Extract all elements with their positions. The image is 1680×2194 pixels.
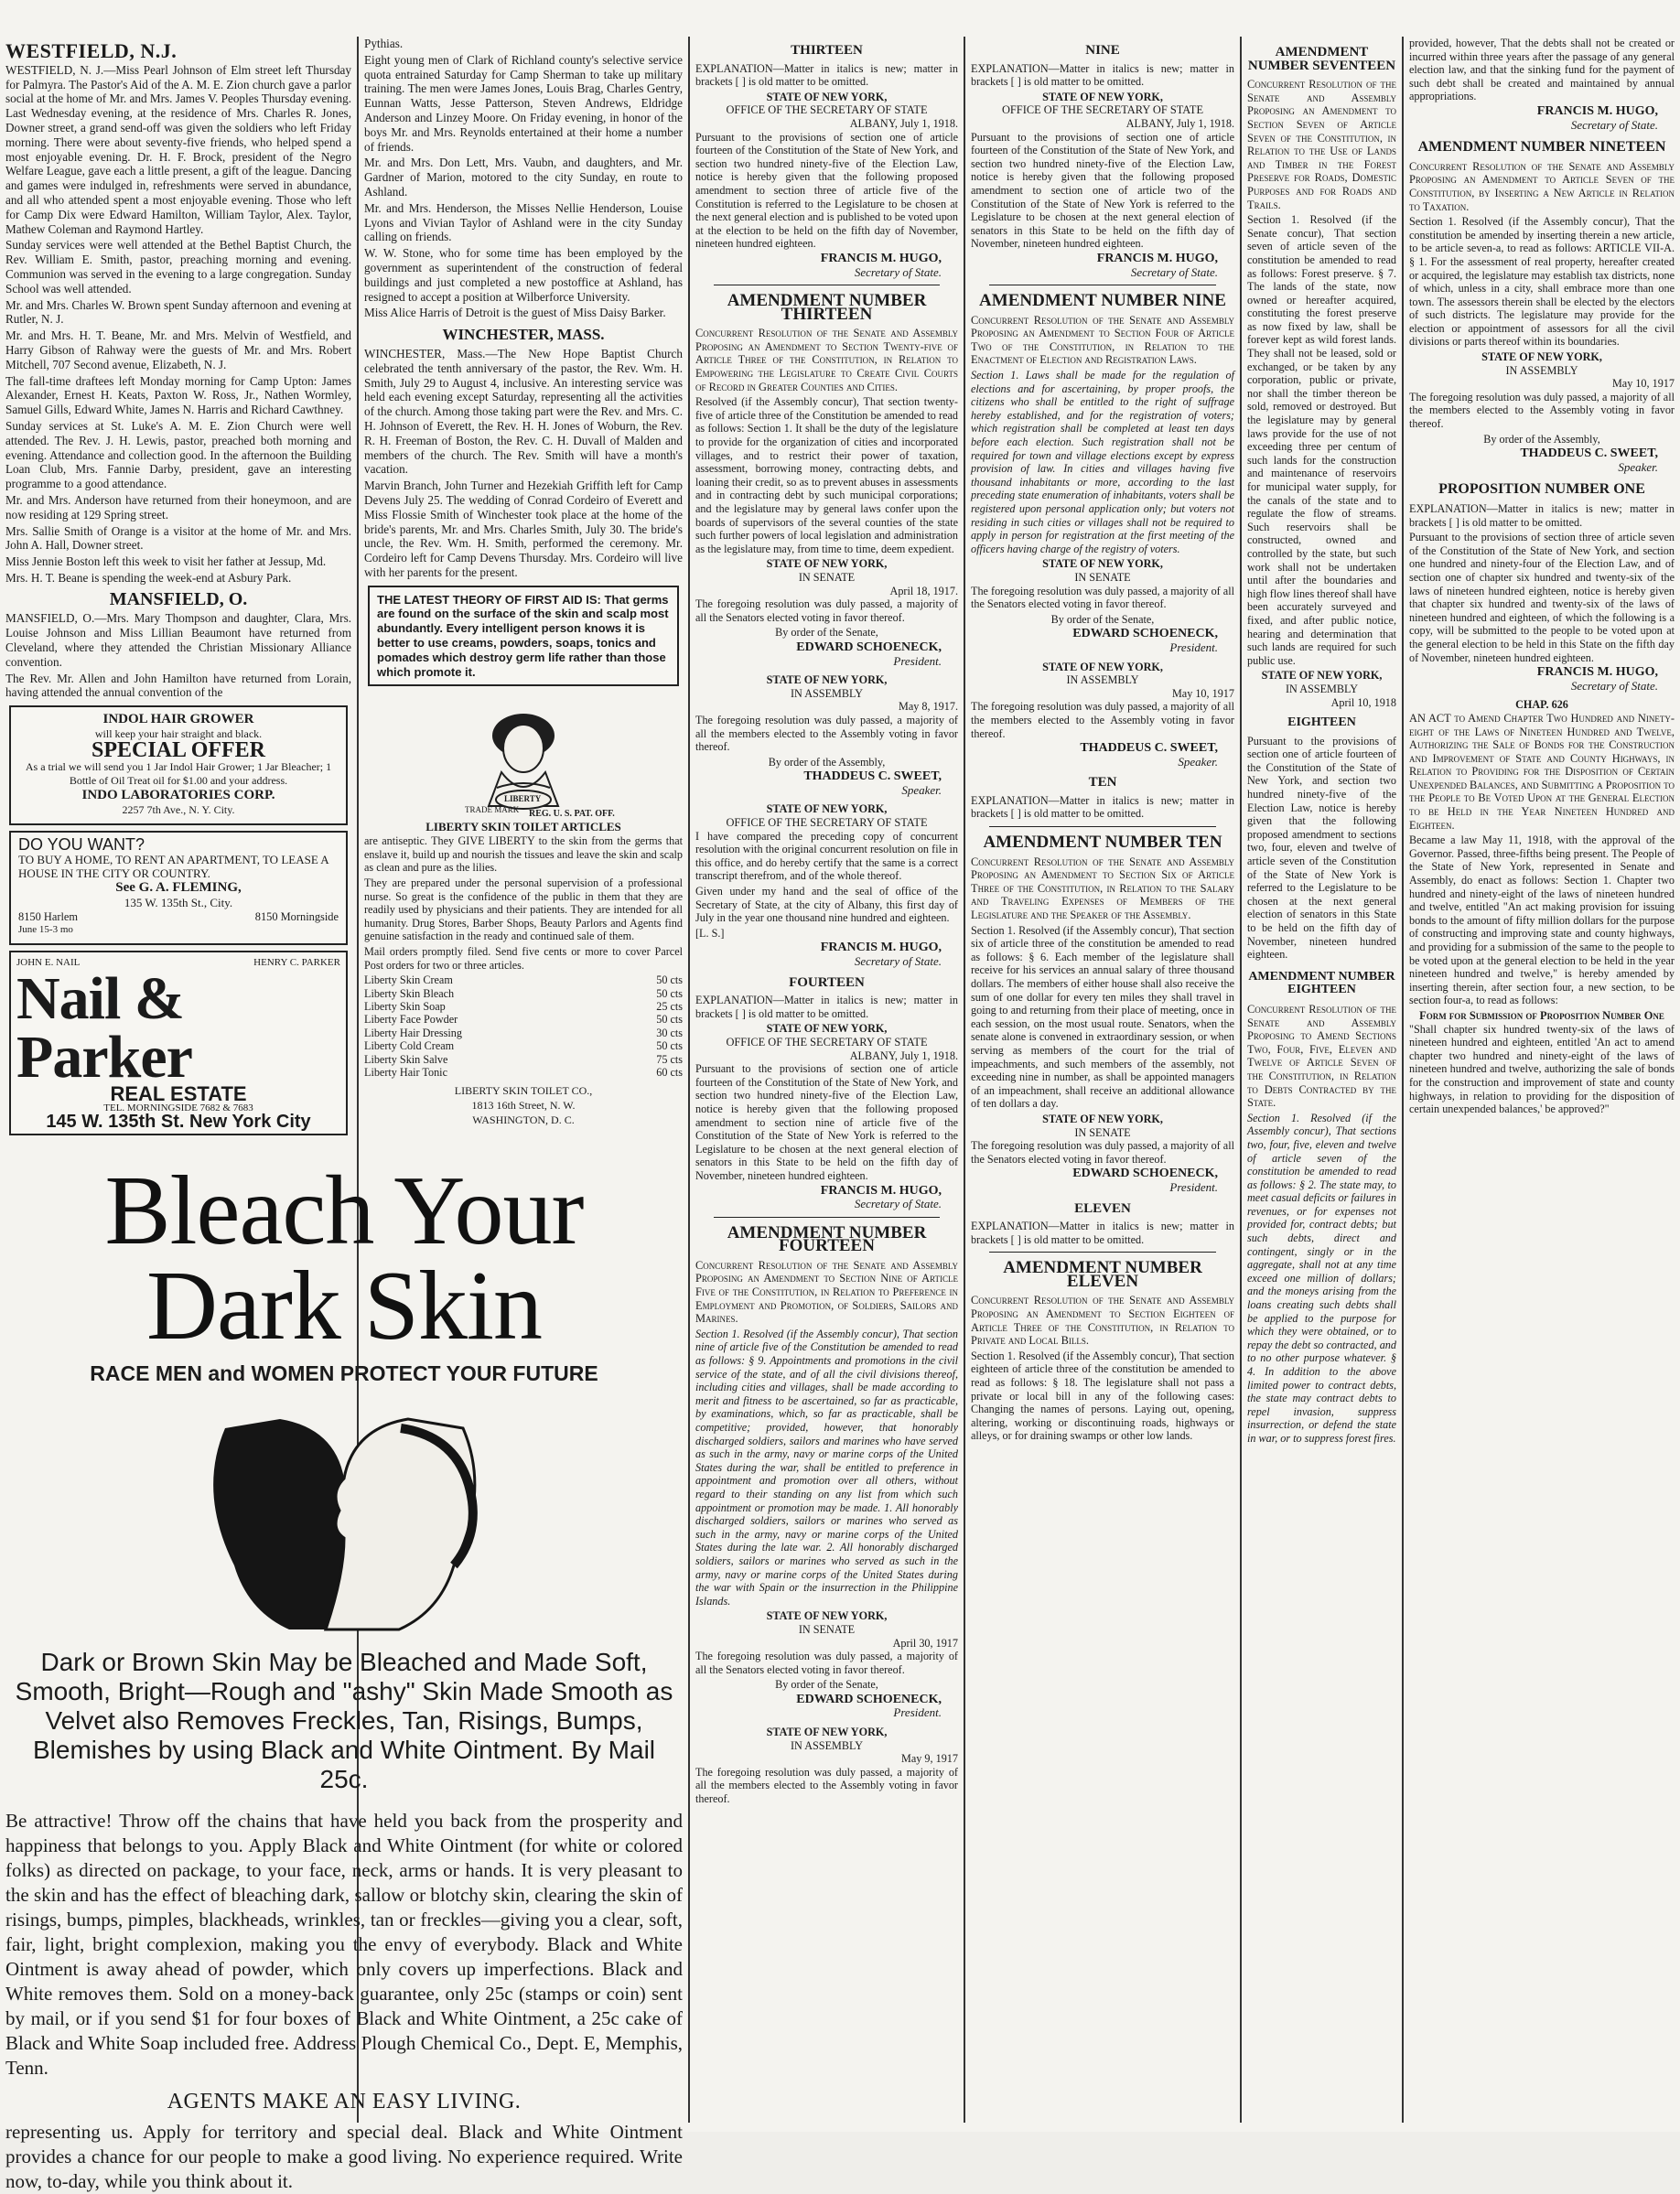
signature-title: Secretary of State.: [1130, 264, 1218, 279]
parker-name: HENRY C. PARKER: [253, 957, 340, 969]
nail-parker-address: 145 W. 135th St. New York City: [46, 1112, 311, 1133]
price-item: Liberty Face Powder: [364, 1013, 458, 1027]
fleming-ad: [9, 831, 348, 945]
amendment-intro: Concurrent Resolution of the Senate and Assembly Proposing an Amendment to Section Four of Article Two of the Constitution, in Relation to the Enactment of Election and Registration Laws.: [971, 313, 1234, 367]
by-order: By order of the Senate,: [775, 626, 878, 640]
assembly-heading: IN ASSEMBLY: [1066, 673, 1139, 687]
price-item: Liberty Skin Bleach: [364, 986, 455, 1000]
signature: EDWARD SCHOENECK,: [796, 1692, 942, 1706]
notice-explanation: EXPLANATION—Matter in italics is new; matter in brackets [ ] is old matter to be omitted.: [971, 1220, 1234, 1246]
amendment-text: Resolved (if the Assembly concur), That section twenty-five of article three of the Constitution be amended to read as follows: Section 1. It shall be the duty of the legislature to provide for the organization of cities and incorporated villages, and to restrict their power of taxation, assessment, borrowing money, contracting debts, and loaning their credit, so as to prevent abuses in assessments and in contracting debt by such municipal corporations; and the legislature may by general laws confer upon the boards of supervisors of the several counties of the state such further powers of local legislation and administration as the legislature may, from time to time, deem expedient.: [695, 395, 958, 555]
price-item: Liberty Skin Cream: [364, 973, 453, 987]
column-rule: [964, 37, 965, 2123]
bleach-body: Be attractive! Throw off the chains that have held you back from the prosperity and happiness that belongs to you. Apply Black and White Ointment (for white or colored folks) as directed on package, to your face, neck, arms or hands. It is very pleasant to the skin and has the effect of bleaching dark, sallow or blotchy skin, clearing the skin of risings, bumps, pimples, blackheads, wrinkles, tan or freckles—giving you a clear, soft, fair, light, bright complexion, making you the envy of everybody. Black and White Ointment is away ahead of powder, which only covers up imperfections. Black and White removes them. Sold on a money-back guarantee, only 25c (stamps or coin) sent by mail, or if you send $1 for four boxes of Black and White Ointment, a 25c cake of Black and White Soap included free. Address Plough Chemical Co., Dept. E, Memphis, Tenn.: [5, 1810, 683, 2079]
chapter-heading: CHAP. 626: [1515, 698, 1568, 712]
notice-date: May 8, 1917.: [899, 700, 958, 714]
notice-date: April 18, 1917.: [889, 584, 958, 597]
column-4: [971, 37, 1234, 2123]
column-1: [5, 37, 351, 1153]
notice-heading: ELEVEN: [1074, 1200, 1131, 1216]
nail-parker-ad: [9, 951, 348, 1135]
fleming-address: 135 W. 135th St., City.: [124, 896, 233, 910]
price-item: Liberty Skin Soap: [364, 1000, 446, 1014]
mansfield-heading: MANSFIELD, O.: [109, 588, 248, 609]
notice-date: May 9, 1917: [901, 1752, 958, 1766]
bleach-ad: [5, 1156, 683, 2192]
price-item: Liberty Hair Tonic: [364, 1066, 447, 1080]
price-row: [364, 1039, 683, 1052]
state-heading: STATE OF NEW YORK,: [766, 1726, 888, 1739]
senate-passage: The foregoing resolution was duly passed, a majority of all the Senators elected voting in favor thereof.: [971, 584, 1234, 611]
amendment-intro: Concurrent Resolution of the Senate and Assembly Proposing an Amendment to Section Seven of Article Seven of the Constitution, in Relation to the Use of Lands and Timber in the Forest Preserve for Roads, Domestic Purposes and for Roads and Trails.: [1247, 78, 1396, 211]
state-heading: STATE OF NEW YORK,: [766, 802, 888, 816]
mansfield-news: MANSFIELD, O.—Mrs. Mary Thompson and daughter, Clara, Mrs. Louise Johnson and Miss Lillian Beaumont have returned from Cleveland, where they attended the Christian Missionary Alliance convention.: [5, 611, 351, 669]
column-rule: [688, 37, 690, 2123]
notice-date: ALBANY, July 1, 1918.: [849, 1049, 958, 1062]
office-heading: OFFICE OF THE SECRETARY OF STATE: [1001, 103, 1204, 117]
price-row: [364, 973, 683, 986]
by-order: By order of the Assembly,: [1483, 432, 1600, 446]
assembly-heading: IN ASSEMBLY: [790, 686, 864, 700]
news-text: Pythias.: [364, 37, 404, 50]
notice-text: Pursuant to the provisions of section one of article fourteen of the Constitution of the State of New York, and section two hundred ninety-five of the Election Law, notice is hereby given that the following proposed amendment to section one of article two of the Constitution of the State of New York is referred to the Legislature to be chosen at the next general election of senators in this State to be held on the fifth day of November, nineteen hundred eighteen.: [971, 130, 1234, 251]
mansfield-news: The Rev. Mr. Allen and John Hamilton have returned from Lorain, having attended the annual convention of the: [5, 671, 351, 700]
signature-title: President.: [893, 653, 942, 668]
proposition-text: Pursuant to the provisions of section three of article seven of the Constitution of the State of New York, and section one hundred and ninety-four of the Election Law, and of section one of chapter six hundred and twenty-six of the laws of nineteen hundred eighteen, notice is hereby given that chapter six hundred and twenty-six of the laws of nineteen hundred and eighteen, of which the following is a copy, will be submitted to the people to be voted upon at the general election to be held in this State on the fifth day of November, nineteen hundred eighteen.: [1409, 531, 1675, 664]
westfield-news: Mr. and Mrs. Anderson have returned from their honeymoon, and are now residing at 129 Spring street.: [5, 492, 351, 522]
signature: FRANCIS M. HUGO,: [1096, 251, 1218, 265]
assembly-passage: The foregoing resolution was duly passed, a majority of all the members elected to the Assembly voting in favor thereof.: [695, 713, 958, 754]
notice-heading: FOURTEEN: [789, 974, 865, 990]
amendment-text: Section 1. Resolved (if the Assembly concur), That section eighteen of article three of the constitution be amended to read as follows: § 18. The legislature shall not pass a private or local bill in any of the following cases: Changing the names of persons. Laying out, opening, altering, working or discontinuing roads, highways or alleys, or for draining swamps or other low lands.: [971, 1349, 1234, 1443]
liberty-trademark: [364, 692, 683, 820]
fleming-text: TO BUY A HOME, TO RENT AN APARTMENT, TO LEASE A HOUSE IN THE CITY OR COUNTRY.: [18, 852, 328, 881]
amendment-heading: AMENDMENT NUMBER NINETEEN: [1417, 139, 1666, 156]
state-heading: STATE OF NEW YORK,: [766, 673, 888, 687]
certification-text: Given under my hand and the seal of office of the Secretary of State, at the city of Albany, this first day of July in the year one thousand nine hundred and eighteen.: [695, 885, 958, 925]
liberty-address: WASHINGTON, D. C.: [472, 1113, 575, 1127]
notice-heading: NINE: [1085, 43, 1120, 58]
liberty-text: are antiseptic. They GIVE LIBERTY to the skin from the germs that enslave it, build up and nourish the tissues and leave the skin and scalp as clean and pure as the lilies.: [364, 834, 683, 875]
bleach-lead: Dark or Brown Skin May be Bleached and Made Soft, Smooth, Bright—Rough and "ashy" Skin Made Smooth as Velvet also Removes Freckles, Tan, Risings, Bumps, Blemishes by using Black and White Ointment. By Mail 25c.: [15, 1648, 673, 1793]
amendment-heading: AMENDMENT NUMBER FOURTEEN: [727, 1222, 927, 1256]
assembly-passage: The foregoing resolution was duly passed, a majority of all the members elected to the Assembly voting in favor thereof.: [971, 700, 1234, 740]
price-value: 60 cts: [656, 1066, 683, 1080]
signature-title: Secretary of State.: [854, 264, 942, 279]
price-value: 50 cts: [656, 973, 683, 987]
chapter-text: Became a law May 11, 1918, with the approval of the Governor. Passed, three-fifths being present. The People of the State of New York, represented in Senate and Assembly, do enact as follows: Section 1. Chapter two hundred and ninety-eight of the laws of nineteen hundred and twelve, entitled "An act making provision for issuing bonds to the amount of fifty million dollars for the purpose of constructing and improving state and county highways, and providing for a submission of the same to the people to be voted upon at the general election to be held in the year nineteen hundred and twelve," is hereby amended by inserting therein, after section four, a new section, to be section four-a, to read as follows:: [1409, 834, 1675, 1007]
notice-heading: TEN: [1088, 775, 1117, 790]
liberty-badge: LIBERTY: [504, 794, 542, 804]
notice-date: May 10, 1917: [1611, 377, 1675, 391]
signature: FRANCIS M. HUGO,: [1536, 665, 1658, 680]
bleach-title: Dark Skin: [146, 1252, 542, 1360]
winchester-heading: WINCHESTER, MASS.: [442, 326, 605, 344]
office-heading: OFFICE OF THE SECRETARY OF STATE: [726, 1035, 928, 1049]
westfield-news: Sunday services were well attended at the Bethel Baptist Church, the Rev. William E. Smith, pastor, preaching morning and evening. Communion was served in the evening to a large congregation. Sunday School was well attended.: [5, 238, 351, 296]
indol-company: INDO LABORATORIES CORP.: [81, 788, 275, 803]
amendment-heading: AMENDMENT NUMBER NINE: [979, 291, 1226, 311]
amendment-intro: Concurrent Resolution of the Senate and Assembly Proposing an Amendment to Section Six of Article Three of the Constitution, in Relation to the Salary and Traveling Expenses of Members of the Legislature and the Speaker of the Assembly.: [971, 855, 1234, 922]
westfield-news: Mr. and Mrs. Charles W. Brown spent Sunday afternoon and evening at Rutler, N. J.: [5, 297, 351, 327]
senate-heading: IN SENATE: [1074, 1125, 1131, 1139]
senate-heading: IN SENATE: [1074, 570, 1131, 584]
fleming-phone: 8150 Harlem: [18, 909, 79, 923]
news-text: Miss Alice Harris of Detroit is the guest of Miss Daisy Barker.: [364, 306, 666, 320]
price-row: [364, 1000, 683, 1013]
amendment-intro: Concurrent Resolution of the Senate and Assembly Proposing an Amendment to Section Twenty-five of Article Three of the Constitution, in Relation to Empowering the Legislature to Create Civil Courts of Record in Greater Counties and Cities.: [695, 327, 958, 393]
state-heading: STATE OF NEW YORK,: [1042, 557, 1163, 571]
westfield-news: Mr. and Mrs. H. T. Beane, Mr. and Mrs. Melvin of Westfield, and Harry Gibson of Rahway were the guests of Mr. and Mrs. Robert Mitchell, 707 Second avenue, Elizabeth, N. J.: [5, 328, 351, 371]
amendment-intro: Concurrent Resolution of the Senate and Assembly Proposing an Amendment to Article Seven of the Constitution, by Inserting a New Article in Relation to Taxation.: [1409, 159, 1675, 213]
nail-parker-subtitle: REAL ESTATE: [110, 1081, 247, 1105]
faces-illustration: [5, 1392, 683, 1648]
price-row: [364, 1013, 683, 1026]
state-heading: STATE OF NEW YORK,: [1481, 350, 1602, 364]
amendment-text: Section 1. Resolved (if the Assembly concur), That the constitution be amended by inserting therein a new article, to be article seven-a, to read as follows: ARTICLE VII-A. § 1. For the assessment of real property, hereafter created or acquired, the legislature may establish tax districts, none of which, unless in a city, shall embrace more than one town. The assessors therein shall be elected by the electors of such districts. The legislature may provide for the election or appointment of assessors for all the civil divisions or parts thereof within its boundaries.: [1409, 215, 1675, 349]
seal-mark: [L. S.]: [695, 926, 725, 940]
price-row: [364, 1027, 683, 1039]
signature: FRANCIS M. HUGO,: [820, 251, 942, 265]
proposition-heading: PROPOSITION NUMBER ONE: [1438, 481, 1645, 498]
notice-explanation: EXPLANATION—Matter in italics is new; matter in brackets [ ] is old matter to be omitted.: [1409, 502, 1675, 529]
price-value: 30 cts: [656, 1026, 683, 1039]
state-heading: STATE OF NEW YORK,: [766, 1022, 888, 1036]
notice-text: Pursuant to the provisions of section one of article fourteen of the Constitution of the State of New York, and section two hundred ninety-five of the Election Law, notice is hereby given that the following proposed amendment to section nine of article five of the Constitution of the State of New York is referred to the Legislature to be chosen at the next general election of senators in this State to be held on the fifth day of November, nineteen hundred eighteen.: [695, 1062, 958, 1182]
nail-name: JOHN E. NAIL: [16, 957, 81, 969]
amendment-text: Section 1. Resolved (if the Assembly concur), That section nine of article five of the Constitution be amended to read as follows: § 9. Appointments and promotions in the civil service of the state, and of all the civil divisions thereof, including cities and villages, shall be made according to merit and fitness to be ascertained, so far as practicable, by examinations, which, so far as practicable, shall be competitive; provided, however, that honorably discharged soldiers, sailors and marines who have served as such in the army, navy or marine corps of the United States during the war, shall be entitled to preference in appointment and promotion over all others, without regard to their standing on any list from which such appointment or promotion may be made. 1. All honorably discharged soldiers, sailors or marines who served as such in the army, navy or marine corps of the United States during the late war. 2. All honorably discharged soldiers, sailors or marines who served as such in the army, navy or marine corps of the United States during the war with Spain or the insurrection in the Philippine Islands.: [695, 1327, 958, 1608]
bleach-subtitle: RACE MEN and WOMEN PROTECT YOUR FUTURE: [90, 1361, 598, 1385]
state-heading: STATE OF NEW YORK,: [766, 557, 888, 571]
amendment-intro: Concurrent Resolution of the Senate and Assembly Proposing an Amendment to Section Nine of Article Five of the Constitution, in Relation to Preference in Employment and Promotion, of Soldiers, Sailors and Marines.: [695, 1258, 958, 1326]
senate-heading: IN SENATE: [798, 1622, 856, 1636]
notice-heading: EIGHTEEN: [1287, 715, 1356, 730]
notice-date: ALBANY, July 1, 1918.: [1125, 116, 1234, 130]
signature: THADDEUS C. SWEET,: [1080, 741, 1218, 756]
amendment-heading: AMENDMENT NUMBER ELEVEN: [1003, 1258, 1202, 1291]
form-text: "Shall chapter six hundred twenty-six of the laws of nineteen hundred and eighteen, entitled 'An act to amend chapter two hundred and ninety-eight of the laws of nineteen hundred and twelve, authorizing the sale of bonds for the construction and improvement of state and county highways, in relation to providing for the disposition of certain unexpended balances,' be approved?": [1409, 1022, 1675, 1116]
indol-address: 2257 7th Ave., N. Y. City.: [122, 803, 235, 817]
notice-text: Pursuant to the provisions of section one of article fourteen of the Constitution of the State of New York, and section two hundred ninety-five of the Election Law, notice is hereby given that the following proposed amendment to section three of article five of the Constitution is referred to the Legislature to be chosen at the next general election and is published to be voted upon at the election to be held on the fifth day of November, nineteen hundred eighteen.: [695, 130, 958, 251]
notice-text: Pursuant to the provisions of section one of article fourteen of the Constitution of the State of New York, and section two hundred ninety-five of the Election Law, notice is hereby given that the following proposed amendment to sections two, four, eleven and twelve of article seven of the Constitution of the State of New York is referred to the Legislature to be chosen at the next general election of senators in this State to be held on the fifth day of November, nineteen hundred eighteen.: [1247, 734, 1396, 962]
signature: THADDEUS C. SWEET,: [1520, 446, 1658, 461]
indol-title: INDOL HAIR GROWER: [102, 712, 254, 727]
agents-heading: AGENTS MAKE AN EASY LIVING.: [167, 2090, 522, 2113]
column-6: [1409, 37, 1675, 2123]
certification-text: I have compared the preceding copy of concurrent resolution with the original concurrent resolution on file in this office, and do hereby certify that the same is a correct transcript therefrom, and of the whole thereof.: [695, 829, 958, 883]
column-3: [695, 37, 958, 2123]
nail-parker-phone: TEL. MORNINGSIDE 7682 & 7683: [103, 1102, 253, 1113]
senate-heading: IN SENATE: [798, 570, 856, 584]
signature-title: Secretary of State.: [854, 954, 942, 968]
price-value: 25 cts: [656, 1000, 683, 1014]
notice-date: ALBANY, July 1, 1918.: [849, 116, 958, 130]
signature-title: President.: [1169, 640, 1218, 654]
column-rule: [1402, 37, 1404, 2123]
signature-title: Speaker.: [1178, 754, 1218, 769]
assembly-heading: IN ASSEMBLY: [1505, 363, 1578, 377]
westfield-news: WESTFIELD, N. J.—Miss Pearl Johnson of Elm street left Thursday for Palmyra. The Pastor's Aid of the A. M. E. Zion church gave a parlor social at the home of Mr. and Mrs. James V. Peoples Thursday evening. Last Wednesday evening, at the residence of Mrs. Charles R. Jones, Downer street, a grand send-off was given the soldiers who left Friday morning. There were about seventy-five friends, who helped spend a most enjoyable evening. Dr. H. F. Brock, president of the Negro Welfare League, gave each a little present, a gift of the league. Dancing and games were indulged in, refreshments were served in abundance, and all who attended spent a most enjoyable evening. Those who left for Camp Dix were Edward Hamilton, William Taylor, Alex. Taylor, Mathew Coleman and Raymond Hartley.: [5, 62, 351, 236]
senate-passage: The foregoing resolution was duly passed, a majority of all the Senators elected voting in favor thereof.: [695, 1650, 958, 1676]
assembly-heading: IN ASSEMBLY: [1285, 682, 1359, 695]
news-text: Eight young men of Clark of Richland county's selective service quota entrained Saturday for Camp Sherman to take up military training. The men were James Jones, Louis Brag, Charles Gentry, Eunnan Watts, Jesse Patterson, Steven Andrews, Eldridge Anderson and Linzey Moore. On Friday evening, in honor of the boys Mr. and Mrs. Reynolds entertained at their home a number of friends.: [364, 52, 683, 154]
fleming-title: DO YOU WANT?: [18, 834, 145, 854]
notice-date: May 10, 1917: [1171, 686, 1234, 700]
state-heading: STATE OF NEW YORK,: [1042, 1112, 1163, 1125]
nail-parker-title: Nail & Parker: [16, 964, 192, 1091]
amendment-heading: AMENDMENT NUMBER EIGHTEEN: [1248, 969, 1395, 997]
signature-title: Speaker.: [901, 782, 942, 797]
notice-explanation: EXPLANATION—Matter in italics is new; matter in brackets [ ] is old matter to be omitted.: [695, 61, 958, 89]
signature-title: President.: [893, 1705, 942, 1720]
by-order: By order of the Senate,: [1050, 612, 1155, 626]
amendment-heading: AMENDMENT NUMBER SEVENTEEN: [1247, 45, 1396, 73]
assembly-passage: The foregoing resolution was duly passed, a majority of all the members elected to the Assembly voting in favor thereof.: [695, 1765, 958, 1806]
price-row: [364, 1053, 683, 1066]
signature: THADDEUS C. SWEET,: [803, 769, 942, 784]
notice-explanation: EXPLANATION—Matter in italics is new; matter in brackets [ ] is old matter to be omitted.: [971, 61, 1234, 89]
indol-text: As a trial we will send you 1 Jar Indol Hair Grower; 1 Jar Bleacher; 1 Bottle of Oil Treat oil for $1.00 and your address.: [25, 759, 332, 788]
assembly-passage: The foregoing resolution was duly passed, a majority of all the members elected to the Assembly voting in favor thereof.: [1409, 390, 1675, 431]
senate-passage: The foregoing resolution was duly passed, a majority of all the Senators elected voting in favor thereof.: [695, 597, 958, 624]
notice-text: provided, however, That the debts shall not be created or incurred within three years after the passage of any general election law, and that the sinking fund for the payment of such debt shall be created and maintained by annual appropriations.: [1409, 37, 1675, 103]
amendment-text: Section 1. Resolved (if the Assembly concur), That sections two, four, five, eleven and twelve of article seven of the constitution be amended to read as follows: § 2. The state may, to meet casual deficits or failures in revenues, or for expenses not provided for, contract debts; but such debts, direct and contingent, singly or in the aggregate, shall not at any time exceed one million of dollars; and the moneys arising from the loans creating such debts shall be applied to the purpose for which they were obtained, or to repay the debt so contracted, and to no other purpose whatever. § 4. In addition to the above limited power to contract debts, the state may contract debts to repel invasion, suppress insurrection, or defend the state in war, or to suppress forest fires.: [1247, 1111, 1396, 1445]
notice-heading: THIRTEEN: [791, 43, 863, 58]
signature-title: President.: [1169, 1179, 1218, 1194]
price-value: 75 cts: [656, 1052, 683, 1066]
price-item: Liberty Hair Dressing: [364, 1026, 462, 1039]
westfield-news: Mrs. Sallie Smith of Orange is a visitor at the home of Mr. and Mrs. John A. Hall, Downer street.: [5, 523, 351, 553]
amendment-heading: AMENDMENT NUMBER THIRTEEN: [727, 291, 927, 324]
news-text: W. W. Stone, who for some time has been employed by the government as superintendent of the construction of federal buildings and just completed a new postoffice at Ashland, has resigned to accept a position at Wilberforce University.: [364, 246, 683, 304]
price-row: [364, 987, 683, 1000]
state-heading: STATE OF NEW YORK,: [1042, 90, 1163, 103]
signature: EDWARD SCHOENECK,: [1072, 627, 1218, 641]
first-aid-box: THE LATEST THEORY OF FIRST AID IS: That germs are found on the surface of the skin and scalp most abundantly. Every intelligent person knows it is better to use creams, powders, soaps, tonics and pomades which destroy germ life rather than those which promote it.: [368, 586, 679, 687]
liberty-text: They are prepared under the personal supervision of a professional nurse. So great is the confidence of the public in them that they are readily used by physicians and their patients. They are intended for all humanity. Drug Stores, Barber Shops, Beauty Parlors and Agents find genuine satisfaction in the ready and continued sale of them.: [364, 877, 683, 943]
signature: FRANCIS M. HUGO,: [1536, 103, 1658, 118]
state-heading: STATE OF NEW YORK,: [766, 90, 888, 103]
news-text: Mr. and Mrs. Don Lett, Mrs. Vaubn, and daughters, and Mr. Gardner of Marion, motored to the city Sunday, en route to Ashland.: [364, 156, 683, 199]
state-heading: STATE OF NEW YORK,: [1042, 660, 1163, 673]
price-value: 50 cts: [656, 986, 683, 1000]
signature: EDWARD SCHOENECK,: [796, 640, 942, 654]
state-heading: STATE OF NEW YORK,: [766, 1609, 888, 1623]
amendment-intro: Concurrent Resolution of the Senate and Assembly Proposing to Amend Sections Two, Four, Five, Eleven and Twelve of Article Seven of the Constitution, in Relation to Debts Contracted by the State.: [1247, 1002, 1396, 1110]
signature: FRANCIS M. HUGO,: [820, 941, 942, 955]
indol-subtitle: will keep your hair straight and black.: [94, 727, 263, 741]
westfield-news: Miss Jennie Boston left this week to visit her father at Jessup, Md.: [5, 554, 327, 569]
assembly-heading: IN ASSEMBLY: [790, 1738, 864, 1752]
state-heading: STATE OF NEW YORK,: [1261, 669, 1383, 683]
agents-text: representing us. Apply for territory and special deal. Black and White Ointment provides a chance for our people to make a good living. No experience required. Write now, to-day, while you think about it.: [5, 2121, 683, 2192]
indol-ad: [9, 705, 348, 825]
fleming-date: June 15-3 mo: [18, 924, 73, 936]
price-value: 50 cts: [656, 1039, 683, 1053]
liberty-text: Mail orders promptly filed. Send five cents or more to cover Parcel Post orders for two or three articles.: [364, 945, 683, 972]
column-5: [1247, 37, 1396, 2123]
indol-offer: SPECIAL OFFER: [91, 737, 266, 762]
signature-title: Secretary of State.: [854, 1197, 942, 1211]
signature: EDWARD SCHOENECK,: [1072, 1167, 1218, 1181]
price-row: [364, 1066, 683, 1079]
price-list: [364, 973, 683, 1079]
westfield-news: The fall-time draftees left Monday morning for Camp Upton: James Alexander, Ernest H. Keats, Paxton W. Ross, Jr., Nathen Wormley, Samuel Gills, Edward White, James N. Harris and Richard Cawthney.: [5, 373, 351, 417]
amendment-text: Section 1. Resolved (if the Senate concur), That section seven of article seven of the constitution be amended to read as follows: Forest preserve. § 7. The lands of the state, now owned or hereafter acquired, constituting the forest preserve as now fixed by law, shall be forever kept as wild forest lands. They shall not be leased, sold or exchanged, or be taken by any corporation, public or private, nor shall the timber thereon be sold, removed or destroyed. But the legislature may by general laws provide for the use of not exceeding three per centum of such lands for the construction and maintenance of reservoirs for municipal water supply, for the canals of the state and to regulate the flow of streams. Such reservoirs shall be constructed, owned and controlled by the state, but such work shall not be undertaken until after the boundaries and high flow lines thereof shall have been accurately surveyed and fixed, and after public notice, hearing and determination that such lands are required for such public use.: [1247, 213, 1396, 667]
senate-passage: The foregoing resolution was duly passed, a majority of all the Senators elected voting in favor thereof.: [971, 1139, 1234, 1166]
registered-label: REG. U. S. PAT. OFF.: [529, 809, 615, 820]
amendment-intro: Concurrent Resolution of the Senate and Assembly Proposing an Amendment to Section Eighteen of Article Three of the Constitution, in Relation to Private and Local Bills.: [971, 1294, 1234, 1348]
price-value: 50 cts: [656, 1013, 683, 1027]
signature-title: Secretary of State.: [1570, 678, 1658, 693]
notice-date: April 10, 1918: [1330, 695, 1396, 709]
winchester-news: Marvin Branch, John Turner and Hezekiah Griffith left for Camp Devens July 25. The wedding of Conrad Cordeiro of Everett and Miss Flossie Smith of Winchester took place at the home of the bride's parents, Mr. and Mrs. Charles Smith, July 30. The bride's uncle, the Rev. Wm. H. Smith, performed the ceremony. Mr. Cordeiro left for Camp Devens Thursday. Mrs. Cordeiro will live with her parents for the present.: [364, 479, 683, 579]
by-order: By order of the Assembly,: [768, 755, 886, 769]
form-heading: Form for Submission of Proposition Number One: [1419, 1008, 1664, 1022]
chapter-title: AN ACT to Amend Chapter Two Hundred and Ninety-eight of the Laws of Nineteen Hundred and Twelve, Authorizing the Sale of Bonds for the Construction and Improvement of State and County Highways, in Relation to Providing for the Disposition of Certain Unexpended Balances, and Submitting a Proposition to the People to Be Voted Upon at the General Election to be Held in the Year Nineteen Hundred and Eighteen.: [1409, 711, 1675, 832]
signature: FRANCIS M. HUGO,: [820, 1183, 942, 1198]
by-order: By order of the Senate,: [775, 1678, 878, 1692]
westfield-heading: WESTFIELD, N.J.: [5, 39, 178, 62]
column-rule: [1240, 37, 1242, 2123]
westfield-news: Sunday services at St. Luke's A. M. E. Zion Church were well attended. The Rev. J. H. Lewis, pastor, preached both morning and evening. Attendance and collection good. In the afternoon the Building Loan Club, Mrs. Fannie Darby, president, gave an interesting programme to a good attendance.: [5, 418, 351, 491]
signature-title: Secretary of State.: [1570, 117, 1658, 132]
price-item: Liberty Cold Cream: [364, 1039, 455, 1053]
amendment-text: Section 1. Resolved (if the Assembly concur), That section six of article three of the constitution be amended to read as follows: § 6. Each member of the legislature shall receive for his services an annual salary of three thousand dollars. The members of either house shall also receive the sum of one dollar for every ten miles they shall travel in going to and returning from their place of meeting, once in each session, on the most usual route. Senators, when the senate alone is convened in extraordinary session, or when serving as members of the court for the trial of impeachments, and such members of the assembly, not exceeding nine in number, as shall be appointed managers of an impeachment, shall receive an additional allowance of ten dollars a day.: [971, 923, 1234, 1111]
office-heading: OFFICE OF THE SECRETARY OF STATE: [726, 816, 928, 830]
liberty-title: LIBERTY SKIN TOILET ARTICLES: [425, 820, 621, 834]
faces-icon: [161, 1392, 527, 1648]
notice-explanation: EXPLANATION—Matter in italics is new; matter in brackets [ ] is old matter to be omitted.: [695, 994, 958, 1020]
signature-title: Speaker.: [1618, 459, 1658, 474]
column-2: [364, 37, 683, 1157]
winchester-news: WINCHESTER, Mass.—The New Hope Baptist Church celebrated the tenth anniversary of the pastor, the Rev. Wm. H. Smith, July 29 to August 4, inclusive. An interesting service was held each evening except Saturday, representing all the activities of the church. Among those taking part were the Rev. and Mrs. C. H. Johnson of Everett, the Rev. H. H. Jones of Woburn, the Rev. R. H. Freeman of Boston, the Rev. C. H. Duvall of Malden and members of the church. The Rev. Smith will have a month's vacation.: [364, 346, 683, 477]
amendment-text: Section 1. Laws shall be made for the regulation of elections and for ascertaining, by proper proofs, the citizens who shall be entitled to the right of suffrage hereby established, and for the registration of voters; which registration shall be completed at least ten days before each election. Such registration shall not be required for town and village elections except by express provision of law. In cities and villages having five thousand inhabitants or more, according to the last preceding state enumeration of inhabitants, voters shall be registered upon personal application only; but voters not residing in such cities or villages shall not be required to apply in person for registration at the first meeting of the officers having charge of the registry of voters.: [971, 369, 1234, 555]
trademark-label: TRADE MARK: [465, 805, 520, 815]
fleming-name: See G. A. FLEMING,: [115, 880, 242, 896]
bleach-title: Bleach Your: [104, 1156, 584, 1265]
notice-explanation: EXPLANATION—Matter in italics is new; matter in brackets [ ] is old matter to be omitted.: [971, 793, 1234, 821]
amendment-heading: AMENDMENT NUMBER TEN: [983, 833, 1222, 853]
news-text: Mr. and Mrs. Henderson, the Misses Nellie Henderson, Louise Lyons and Vivian Taylor of Ashland were in the city Sunday calling on friends.: [364, 200, 683, 244]
liberty-company: LIBERTY SKIN TOILET CO.,: [454, 1084, 593, 1098]
office-heading: OFFICE OF THE SECRETARY OF STATE: [726, 103, 928, 117]
liberty-address: 1813 16th Street, N. W.: [471, 1099, 576, 1113]
westfield-news: Mrs. H. T. Beane is spending the week-end at Asbury Park.: [5, 570, 292, 585]
price-item: Liberty Skin Salve: [364, 1052, 448, 1066]
fleming-phone: 8150 Morningside: [254, 909, 339, 923]
notice-date: April 30, 1917: [892, 1636, 958, 1650]
